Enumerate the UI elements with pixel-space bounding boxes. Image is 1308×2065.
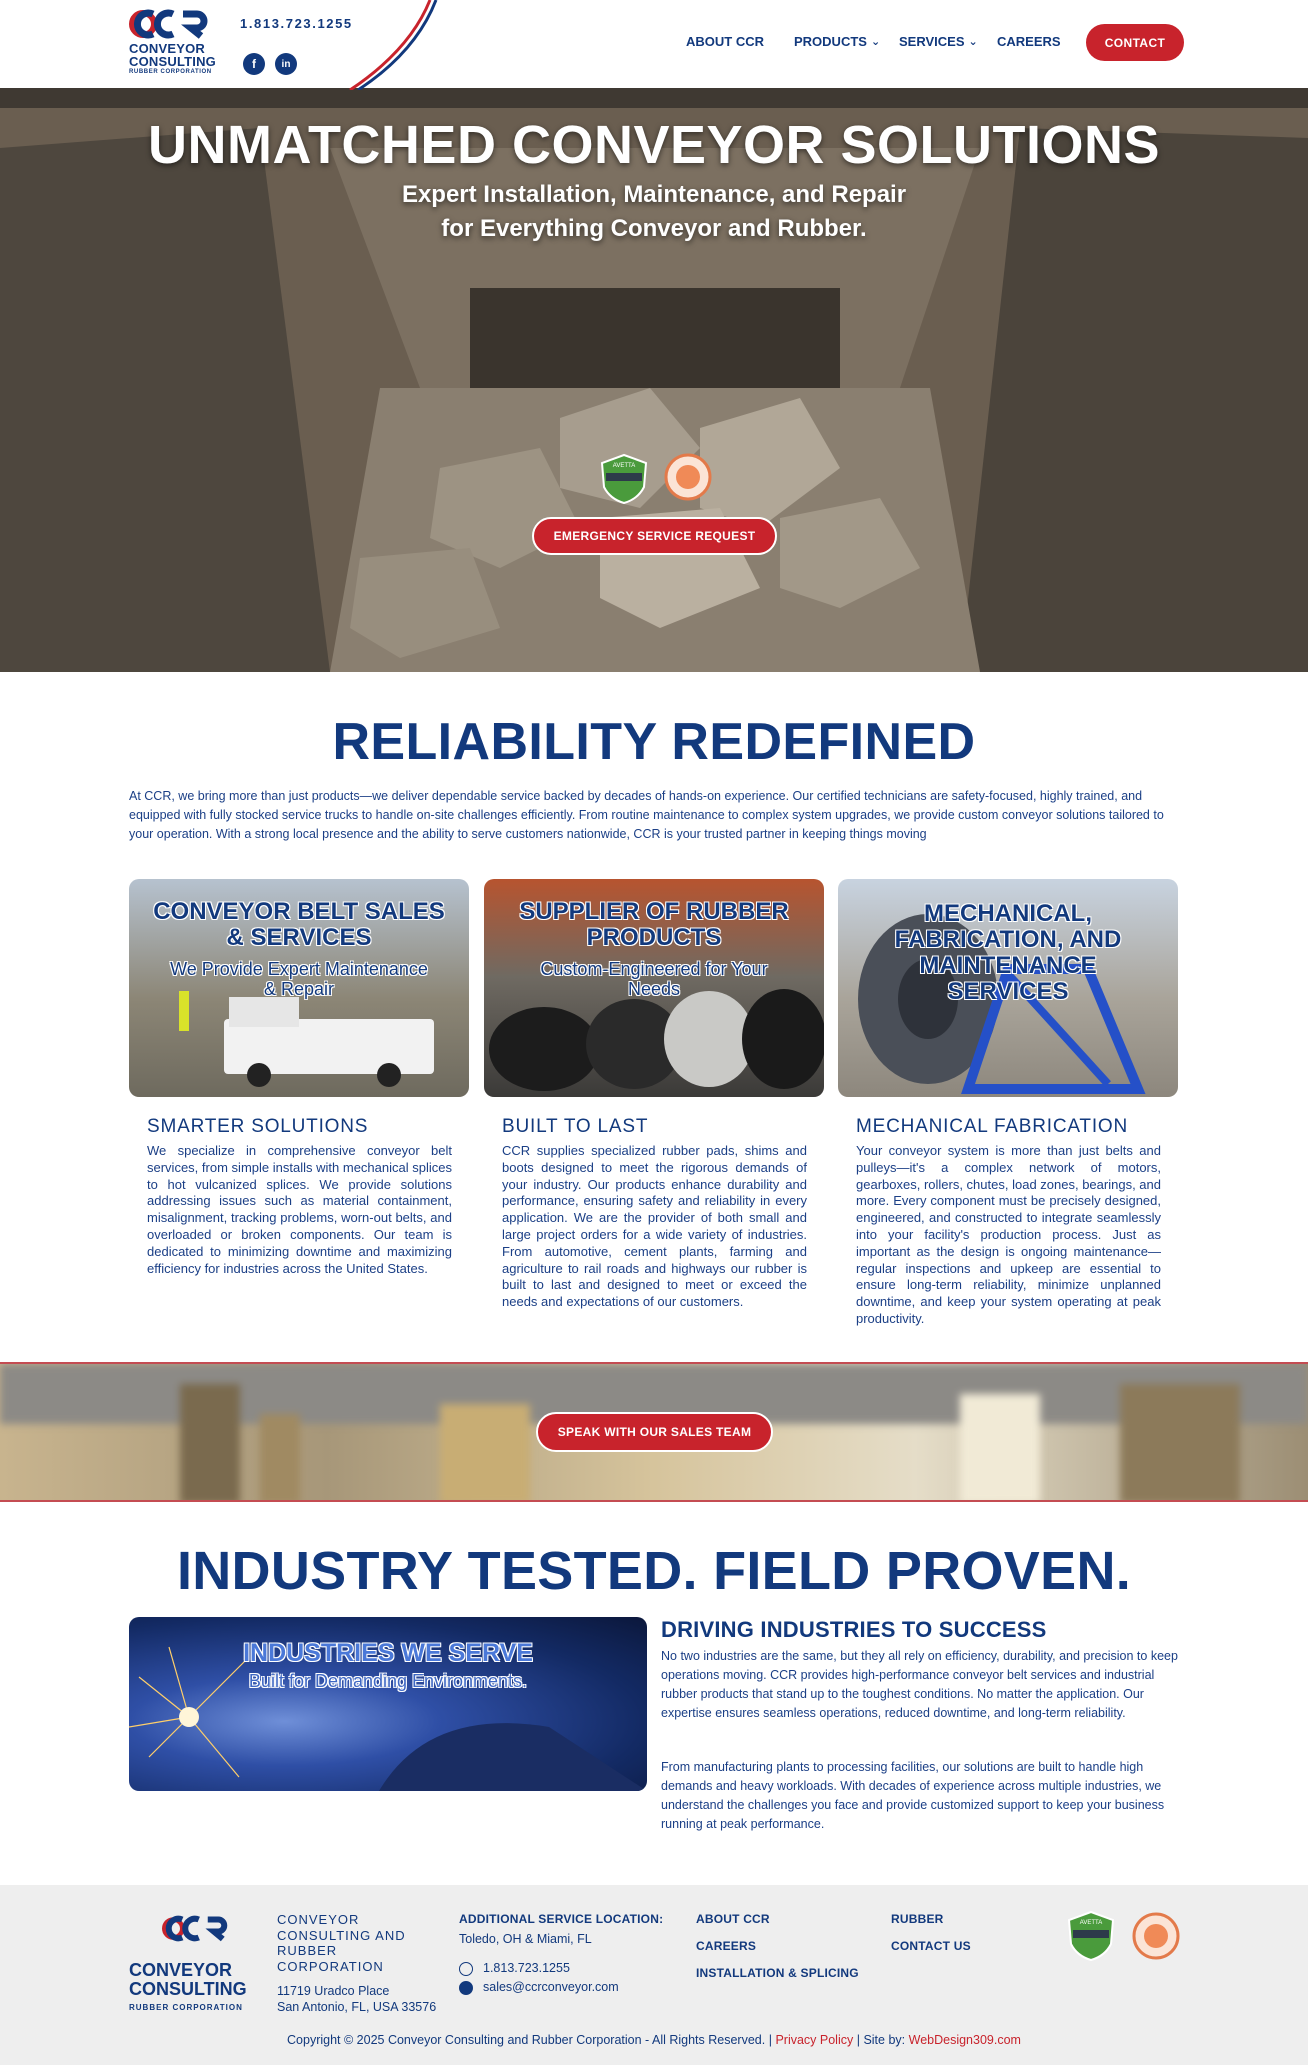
footer-company-line-2: CONSULTING AND <box>277 1927 406 1943</box>
card-3-title-line-4: SERVICES <box>947 978 1069 1005</box>
nav-services[interactable] <box>899 34 978 49</box>
industries-we-serve-card[interactable] <box>129 1617 647 1791</box>
footer-company-line-3: RUBBER <box>277 1943 338 1958</box>
footer-avetta-badge-text: AVETTA <box>1079 1920 1103 1926</box>
nav-careers-label: CAREERS <box>997 34 1061 49</box>
avetta-badge-text: AVETTA <box>612 463 636 469</box>
card-1-title <box>129 899 469 951</box>
column-1-title: SMARTER SOLUTIONS <box>147 1116 369 1137</box>
column-3-title: MECHANICAL FABRICATION <box>856 1116 1129 1137</box>
column-2-title: BUILT TO LAST <box>502 1116 649 1137</box>
nav-careers[interactable] <box>997 34 1061 49</box>
nav-about-label: ABOUT CCR <box>686 34 764 49</box>
hero-subtitle-line-2: for Everything Conveyor and Rubber. <box>441 215 867 242</box>
footer-address-line-2: San Antonio, FL, USA 33576 <box>277 2000 437 2014</box>
footer-company-line-1: CONVEYOR <box>277 1912 360 1927</box>
card-2-title-line-2: PRODUCTS <box>586 924 722 951</box>
column-2-text: CCR supplies specialized rubber pads, shims and boots designed to meet the rigorous demands of your industry. Our products enhance durability and performance, ensuring safety and reliability in every application. We are the provider of both small and large project orders for a wide variety of industries. From automotive, cement plants, farming and agriculture to rail roads and highways our rubber is built to last and designed to meet or exceed the needs and expectations of our customers. <box>502 1143 807 1310</box>
footer-ccr-logo-icon[interactable] <box>129 1906 264 1960</box>
nav-services-label: SERVICES <box>899 34 965 49</box>
footer-address <box>277 1983 436 2015</box>
card-3-title-line-3: MAINTENANCE <box>919 952 1097 979</box>
hero-title: UNMATCHED CONVEYOR SOLUTIONS <box>147 115 1161 175</box>
footer-logo-line-1: CONVEYOR <box>129 1960 233 1980</box>
site-by-text: | Site by: <box>856 2033 906 2047</box>
footer-avetta-badge-icon <box>1065 1910 1117 1962</box>
column-3-text: Your conveyor system is more than just belts and pulleys—it's a complex network of motors, gearboxes, rollers, chutes, load zones, bearings, and more. Every component must be precisely designed, engineered, and constructed to integrate seamlessly into your facility's production process. Just as important as the design is ongoing maintenance—regular inspections and upkeep are essential to ensure long-term reliability, minimize unplanned downtime, and keep your system operating at peak productivity. <box>856 1143 1161 1326</box>
footer-link-about[interactable]: ABOUT CCR <box>696 1912 770 1926</box>
footer-certification-badge-icon <box>1132 1912 1180 1960</box>
site-header <box>0 0 1308 88</box>
footer-company-line-4: CORPORATION <box>277 1958 384 1974</box>
footer-company-name <box>277 1912 406 1974</box>
nav-products-label: PRODUCTS <box>794 34 867 49</box>
footer-email[interactable]: sales@ccrconveyor.com <box>483 1980 619 1994</box>
industry-paragraph-1: No two industries are the same, but they all rely on efficiency, durability, and precision to keep operations moving. CCR provides high-performance conveyor belt services and industrial rubber products that stand up to the toughest conditions. No matter the application. Our expertise ensures seamless operations, reduced downtime, and long-term reliability. <box>661 1649 1178 1720</box>
column-1-text: We specialize in comprehensive conveyor belt services, from simple installs with mechanical splices to hot vulcanized splices. We provide solutions addressing issues such as material containment, misalignment, tracking problems, worn-out belts, and overloaded or broken components. Our team is dedicated to minimizing downtime and maximizing efficiency for industries across the United States. <box>147 1143 452 1276</box>
avetta-badge-icon <box>598 453 650 505</box>
card-2-title <box>484 899 824 951</box>
industry-title: INDUSTRY TESTED. FIELD PROVEN. <box>176 1541 1132 1601</box>
logo-line-2: CONSULTING <box>129 54 216 69</box>
privacy-policy-link[interactable]: Privacy Policy <box>775 2033 854 2047</box>
logo-line-1: CONVEYOR <box>129 41 206 56</box>
card-1-sub-line-1: We Provide Expert Maintenance <box>170 959 428 979</box>
hero-subtitle <box>0 178 1308 246</box>
reliability-text: At CCR, we bring more than just products—we deliver dependable service backed by decades of hands-on experience. Our certified technicians are safety-focused, highly trained, and equipped with fully stocked service trucks to handle on-site challenges efficiently. From routine maintenance to complex system upgrades, we provide custom conveyor solutions tailored to your operation. With a strong local presence and the ability to serve customers nationwide, CCR is your trusted partner in keeping things moving <box>129 789 1164 841</box>
designer-link[interactable]: WebDesign309.com <box>908 2033 1021 2047</box>
email-icon <box>459 1981 473 1995</box>
additional-location-value: Toledo, OH & Miami, FL <box>459 1932 592 1946</box>
logo-line-3: RUBBER CORPORATION <box>129 69 212 75</box>
industry-paragraph-2: From manufacturing plants to processing facilities, our solutions are built to handle high demands and heavy workloads. With decades of experience across multiple industries, we understand the challenges you face and provide customized support to keep your business running at peak performance. <box>661 1760 1165 1831</box>
linkedin-icon[interactable]: in <box>275 53 297 75</box>
footer-logo-line-2: CONSULTING <box>129 1979 247 1999</box>
phone-icon <box>459 1962 473 1976</box>
chevron-down-icon: ⌄ <box>968 36 978 48</box>
footer-link-installation[interactable]: INSTALLATION & SPLICING <box>696 1966 859 1980</box>
footer-phone[interactable]: 1.813.723.1255 <box>483 1961 570 1975</box>
industries-image-title: INDUSTRIES WE SERVE <box>243 1639 533 1667</box>
card-1-title-line-1: CONVEYOR BELT SALES <box>153 898 445 925</box>
additional-location-label: ADDITIONAL SERVICE LOCATION: <box>459 1912 664 1926</box>
header-phone[interactable]: 1.813.723.1255 <box>240 16 353 31</box>
footer-link-contact-us[interactable]: CONTACT US <box>891 1939 971 1953</box>
card-2-subtitle <box>494 959 814 999</box>
contact-button[interactable]: CONTACT <box>1086 24 1184 61</box>
card-3-title <box>838 901 1178 1005</box>
footer-address-line-1: 11719 Uradco Place <box>277 1984 390 1998</box>
nav-products[interactable] <box>794 34 880 49</box>
card-2-sub-line-1: Custom-Engineered for Your <box>540 959 768 979</box>
logo-wordmark <box>129 42 216 77</box>
card-2-title-line-1: SUPPLIER OF RUBBER <box>519 898 789 925</box>
nav-about[interactable] <box>686 34 764 49</box>
footer-link-careers[interactable]: CAREERS <box>696 1939 757 1953</box>
card-3-title-line-2: FABRICATION, AND <box>894 926 1122 953</box>
card-1-title-line-2: & SERVICES <box>226 924 372 951</box>
copyright-bar <box>0 2033 1308 2047</box>
card-1-sub-line-2: & Repair <box>263 979 335 999</box>
card-supplier-rubber-products[interactable] <box>484 879 824 1097</box>
header-swoosh-decoration <box>330 0 440 90</box>
driving-industries-heading: DRIVING INDUSTRIES TO SUCCESS <box>661 1617 1047 1642</box>
emergency-service-button[interactable]: EMERGENCY SERVICE REQUEST <box>532 517 777 555</box>
footer-link-rubber[interactable]: RUBBER <box>891 1912 944 1926</box>
card-2-sub-line-2: Needs <box>627 979 681 999</box>
reliability-title: RELIABILITY REDEFINED <box>332 713 976 771</box>
industries-image-subtitle: Built for Demanding Environments. <box>248 1671 528 1691</box>
certification-badge-icon <box>664 453 712 501</box>
speak-with-sales-button[interactable]: SPEAK WITH OUR SALES TEAM <box>536 1412 773 1452</box>
card-1-subtitle <box>139 959 459 999</box>
facebook-icon[interactable]: f <box>243 53 265 75</box>
card-3-title-line-1: MECHANICAL, <box>924 900 1092 927</box>
hero-section <box>0 88 1308 672</box>
chevron-down-icon: ⌄ <box>870 36 881 48</box>
footer-logo-line-3: RUBBER CORPORATION <box>129 2003 243 2012</box>
card-mechanical-fabrication[interactable] <box>838 879 1178 1097</box>
copyright-text: Copyright © 2025 Conveyor Consulting and Rubber Corporation - All Rights Reserved. | <box>287 2033 772 2047</box>
hero-subtitle-line-1: Expert Installation, Maintenance, and Repair <box>401 181 907 208</box>
card-conveyor-belt-sales[interactable] <box>129 879 469 1097</box>
